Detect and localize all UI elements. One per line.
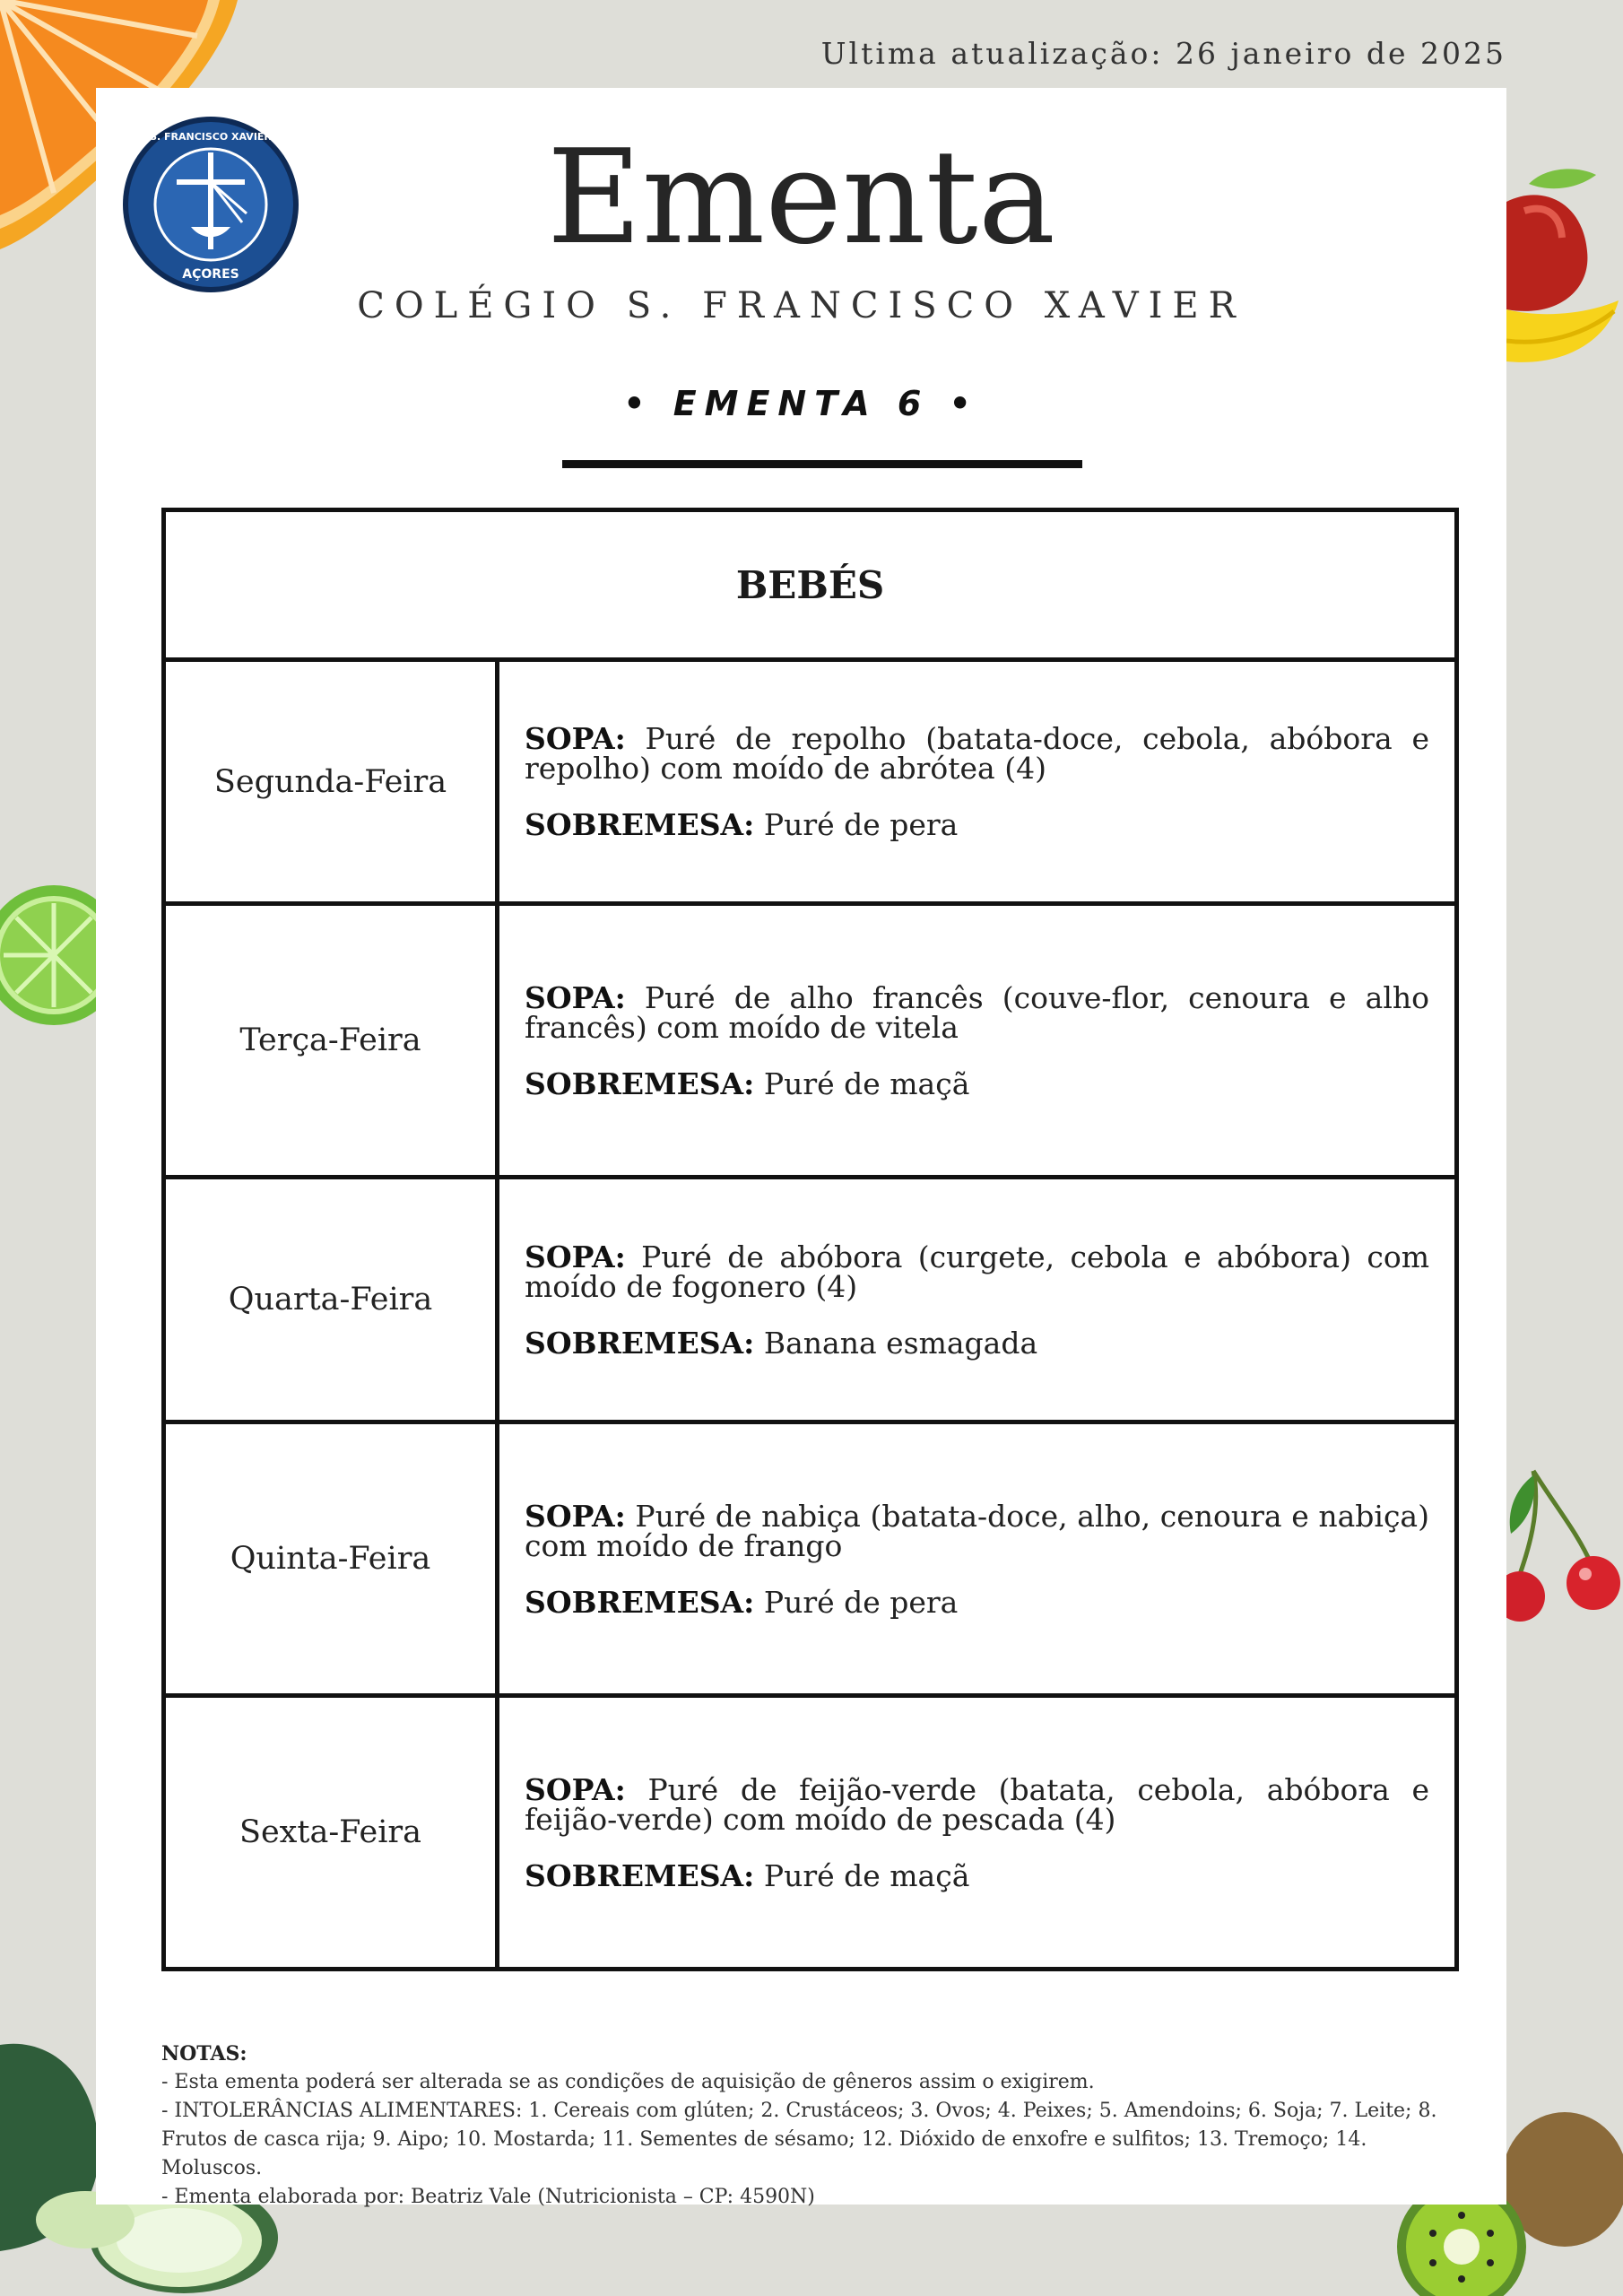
dessert-text: Puré de maçã	[763, 1065, 970, 1101]
dessert-label: SOBREMESA:	[525, 1325, 755, 1361]
dish-cell	[498, 1178, 1457, 1422]
menu-number-label: • EMENTA 6 •	[623, 384, 979, 423]
menu-sheet	[96, 88, 1506, 2208]
menu-table	[161, 508, 1459, 1971]
dish-cell	[498, 660, 1457, 904]
last-update-text: Ultima atualização: 26 janeiro de 2025	[820, 36, 1506, 71]
day-cell: Segunda-Feira	[164, 660, 498, 904]
dessert-line	[525, 1584, 1429, 1620]
dessert-line	[525, 807, 1429, 842]
soup-label: SOPA:	[525, 979, 626, 1015]
school-name: COLÉGIO S. FRANCISCO XAVIER	[357, 285, 1245, 326]
soup-line	[525, 1771, 1429, 1837]
dessert-line	[525, 1065, 1429, 1101]
page-title: Ementa	[546, 122, 1056, 274]
svg-text:S. FRANCISCO XAVIER: S. FRANCISCO XAVIER	[150, 131, 272, 143]
soup-label: SOPA:	[525, 1239, 626, 1274]
day-cell: Quarta-Feira	[164, 1178, 498, 1422]
table-row	[164, 1696, 1457, 1970]
dessert-label: SOBREMESA:	[525, 807, 755, 842]
table-row	[164, 660, 1457, 904]
dessert-label: SOBREMESA:	[525, 1065, 755, 1101]
apple-icon	[1506, 166, 1623, 318]
soup-text: Puré de repolho (batata-doce, cebola, abóbora e repolho) com moído de abrótea (4)	[525, 721, 1429, 786]
banana-icon	[1506, 300, 1623, 372]
day-cell: Sexta-Feira	[164, 1696, 498, 1970]
table-row	[164, 904, 1457, 1178]
soup-line	[525, 979, 1429, 1045]
dish-cell	[498, 904, 1457, 1178]
dessert-line	[525, 1325, 1429, 1361]
notes-line: - INTOLERÂNCIAS ALIMENTARES: 1. Cereais com glúten; 2. Crustáceos; 3. Ovos; 4. Peixes; 5. Amendoins; 6. Soja; 7. Leite; 8. Frutos de casca rija; 9. Aipo; 10. Mostarda; 11. Sementes de sésamo; 12. Dióxido de enxofre e sulfitos; 13. Tremoço; 14. Moluscos.	[161, 2100, 1437, 2179]
table-header-row	[164, 510, 1457, 660]
soup-line	[525, 1498, 1429, 1563]
dessert-text: Banana esmagada	[763, 1325, 1038, 1361]
notes-heading: NOTAS:	[161, 2042, 247, 2066]
cherries-icon	[1506, 1462, 1623, 1623]
soup-text: Puré de feijão-verde (batata, cebola, abóbora e feijão-verde) com moído de pescada (4)	[525, 1771, 1429, 1837]
svg-text:AÇORES: AÇORES	[182, 267, 239, 282]
soup-text: Puré de alho francês (couve-flor, cenoura e alho francês) com moído de vitela	[525, 979, 1429, 1045]
dessert-label: SOBREMESA:	[525, 1857, 755, 1893]
dish-cell	[498, 1696, 1457, 1970]
dessert-line	[525, 1857, 1429, 1893]
table-row	[164, 1178, 1457, 1422]
soup-line	[525, 1239, 1429, 1304]
day-cell: Terça-Feira	[164, 904, 498, 1178]
dessert-label: SOBREMESA:	[525, 1584, 755, 1620]
lime-slice-icon	[0, 883, 99, 1027]
soup-text: Puré de nabiça (batata-doce, alho, cenoura e nabiça) com moído de frango	[525, 1498, 1429, 1563]
soup-line	[525, 721, 1429, 786]
notes-line: - Esta ementa poderá ser alterada se as condições de aquisição de gêneros assim o exigirem.	[161, 2071, 1095, 2093]
notes-section	[161, 2039, 1462, 2212]
table-heading: BEBÉS	[164, 510, 1457, 660]
dish-cell	[498, 1422, 1457, 1696]
soup-text: Puré de abóbora (curgete, cebola e abóbora) com moído de fogonero (4)	[525, 1239, 1429, 1304]
notes-line: - Ementa elaborada por: Beatriz Vale (Nutricionista – CP: 4590N)	[161, 2186, 815, 2208]
dessert-text: Puré de pera	[763, 807, 959, 842]
title-divider	[562, 460, 1082, 468]
soup-label: SOPA:	[525, 1498, 626, 1534]
table-row	[164, 1422, 1457, 1696]
soup-label: SOPA:	[525, 1771, 626, 1807]
soup-label: SOPA:	[525, 721, 626, 756]
dessert-text: Puré de maçã	[763, 1857, 970, 1893]
dessert-text: Puré de pera	[763, 1584, 959, 1620]
day-cell: Quinta-Feira	[164, 1422, 498, 1696]
